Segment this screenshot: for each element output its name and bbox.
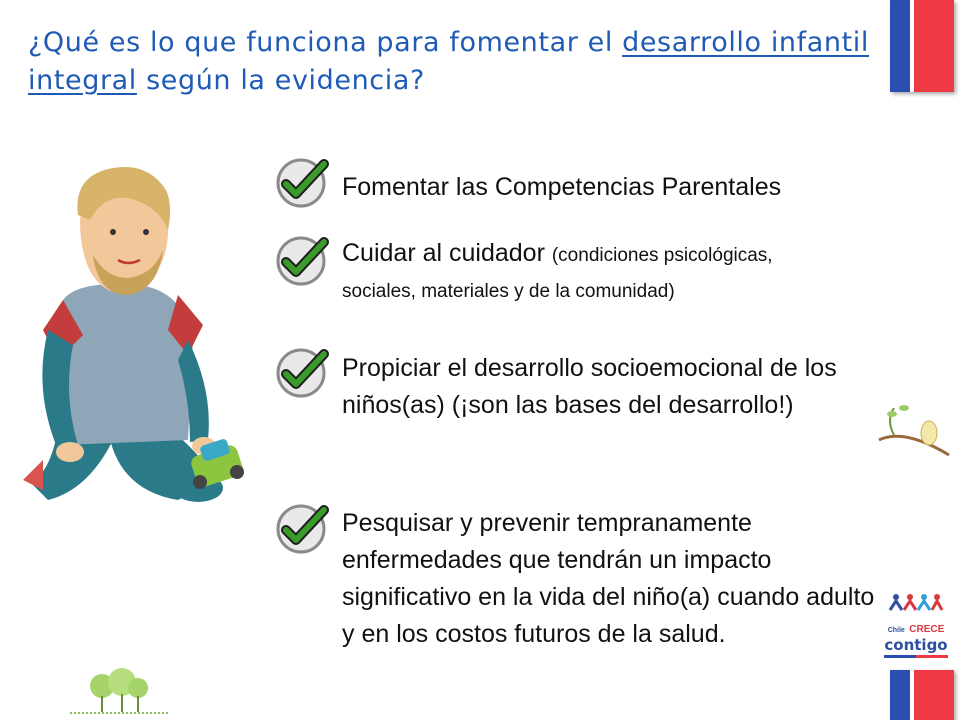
checkmark-icon: [274, 500, 332, 558]
people-icon: [888, 592, 944, 614]
crece-contigo-logo: [884, 592, 948, 658]
checkmark-icon: [274, 344, 332, 402]
title-part-2: según la evidencia?: [136, 65, 425, 96]
slide-title: [28, 24, 878, 100]
father-illustration: [18, 160, 258, 530]
flag-bottom-decoration: [890, 670, 954, 720]
item-4-text: Pesquisar y prevenir tempranamente enfermedades que tendrán un impacto significativo en la vida del niño(a) cuando adulto y en los costos futuros de la salud.: [342, 509, 875, 648]
item-1-text: Fomentar las Competencias Parentales: [342, 173, 782, 201]
bird-branch-illustration: [874, 400, 954, 462]
item-parental-competencies: [342, 170, 781, 204]
logo-crece: CRECE: [909, 624, 945, 635]
checkmark-icon: [274, 232, 332, 290]
title-underlined: desarrollo infantil integral: [28, 27, 869, 96]
item-care-caregiver: [342, 236, 842, 308]
checkmark-icon: [274, 154, 332, 212]
logo-contigo: contigo: [884, 636, 948, 654]
title-part-1: ¿Qué es lo que funciona para fomentar el: [28, 27, 623, 58]
item-2-detail: (condiciones psicológicas, sociales, materiales y de la comunidad): [342, 245, 773, 302]
logo-chile: Chile: [887, 627, 905, 634]
trees-illustration: [70, 668, 170, 720]
item-3-text: Propiciar el desarrollo socioemocional de los niños(as) (¡son las bases del desarrollo!): [342, 354, 837, 419]
item-screening-prevention: [342, 505, 882, 653]
item-socioemotional: [342, 350, 927, 424]
flag-top-decoration: [890, 0, 954, 92]
item-2-text: Cuidar al cuidador: [342, 239, 545, 267]
